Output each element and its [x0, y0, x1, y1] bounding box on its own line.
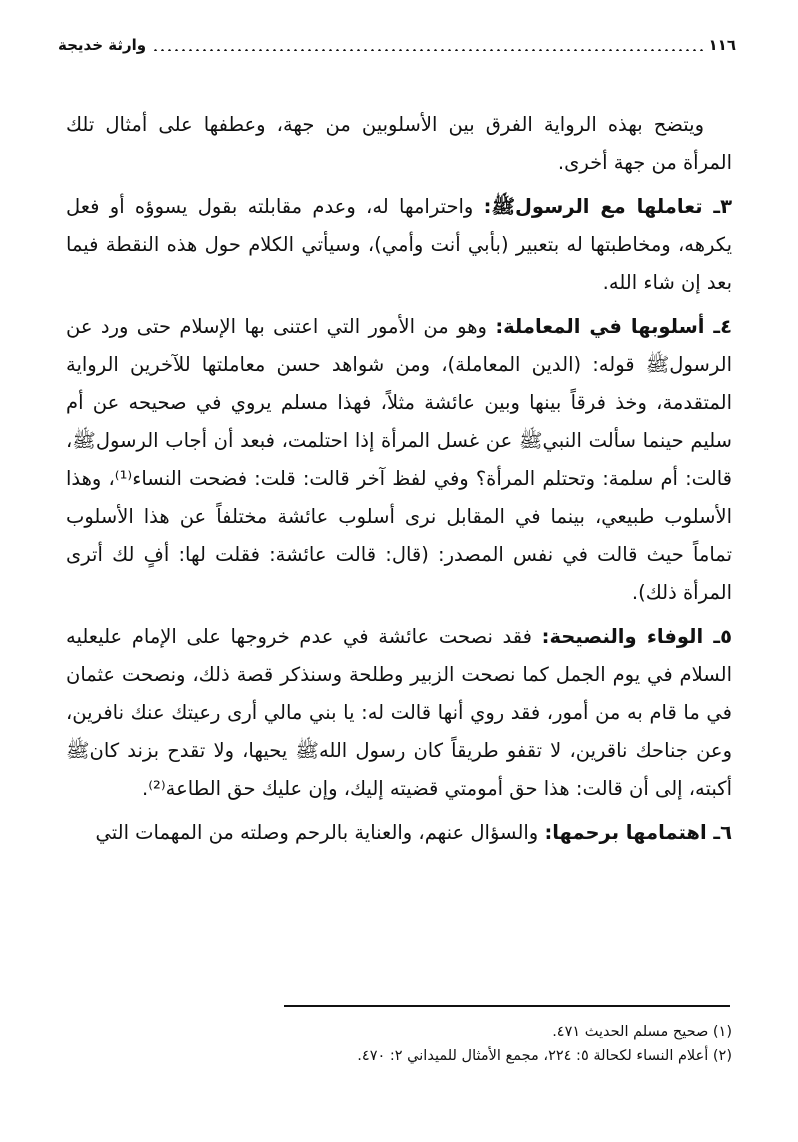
main-text: [66, 106, 732, 858]
paragraph-5: [66, 618, 732, 808]
paragraph-3: [66, 188, 732, 302]
footnote-separator: [284, 1005, 730, 1007]
footnotes: [66, 1020, 732, 1068]
paragraph-heading: ٤ـ أسلوبها في المعاملة:: [495, 315, 732, 338]
dotted-leader: [152, 49, 702, 51]
paragraph-text: ويتضح بهذه الرواية الفرق بين الأسلوبين من جهة، وعطفها على أمثال تلك المرأة من جهة أخرى.: [66, 113, 732, 174]
paragraph-text: واحترامها له، وعدم مقابلته بقول يسوؤه أو فعل يكرهه، ومخاطبتها له بتعبير (بأبي أنت وأمي)، وسيأتي الكلام حول هذه النقطة فيما بعد إن شاء الله.: [66, 195, 732, 294]
paragraph-text: فقد نصحت عائشة في عدم خروجها على الإمام عليعليه السلام في يوم الجمل كما نصحت الزبير وطلحة وسنذكر قصة ذلك، ونصحت عثمان في ما قام به من أمور، فقد روي أنها قالت له: يا بني مالي أرى رعيتك عنك نافرين، وعن جناحك ناقرين، لا تقفو طريقاً كان رسول اللهﷺ يحيها، ولا تقدح بزند كانﷺ أكبته، إلى أن قالت: هذا حق أمومتي قضيته إليك، وإن عليك حق الطاعة⁽²⁾.: [66, 625, 732, 800]
paragraph-1: [66, 106, 732, 182]
page-header: [58, 32, 736, 58]
paragraph-6: [66, 814, 732, 852]
paragraph-heading: ٦ـ اهتمامها برحمها:: [544, 821, 732, 844]
paragraph-heading: ٥ـ الوفاء والنصيحة:: [541, 625, 732, 648]
paragraph-text: وهو من الأمور التي اعتنى بها الإسلام حتى ورد عن الرسولﷺ قوله: (الدين المعاملة)، ومن شواهد حسن معاملتها للآخرين الرواية المتقدمة، وخذ فرقاً بينها وبين عائشة مثلاً، فهذا مسلم يروي في صحيحه عن أم سليم حينما سألت النبيﷺ عن غسل المرأة إذا احتلمت، فبعد أن أجاب الرسولﷺ، قالت: أم سلمة: وتحتلم المرأة؟ وفي لفظ آخر قالت: قلت: فضحت النساء⁽¹⁾، وهذا الأسلوب طبيعي، بينما في المقابل نرى أسلوب عائشة مختلفاً عن هذا الأسلوب تماماً حيث قالت في نفس المصدر: (قال: قالت عائشة: فقلت لها: أفٍ لك أترى المرأة ذلك).: [66, 315, 732, 604]
page-number: ١١٦: [708, 36, 736, 54]
running-title: وارثة خديجة: [58, 36, 147, 54]
footnote-2: (٢) أعلام النساء لكحالة ٥: ٢٢٤، مجمع الأمثال للميداني ٢: ٤٧٠.: [357, 1048, 732, 1064]
paragraph-heading: ٣ـ تعاملها مع الرسولﷺ:: [483, 195, 732, 218]
footnote-1: (١) صحيح مسلم الحديث ٤٧١.: [552, 1024, 732, 1040]
paragraph-text: والسؤال عنهم، والعناية بالرحم وصلته من المهمات التي: [95, 821, 545, 844]
paragraph-4: [66, 308, 732, 612]
